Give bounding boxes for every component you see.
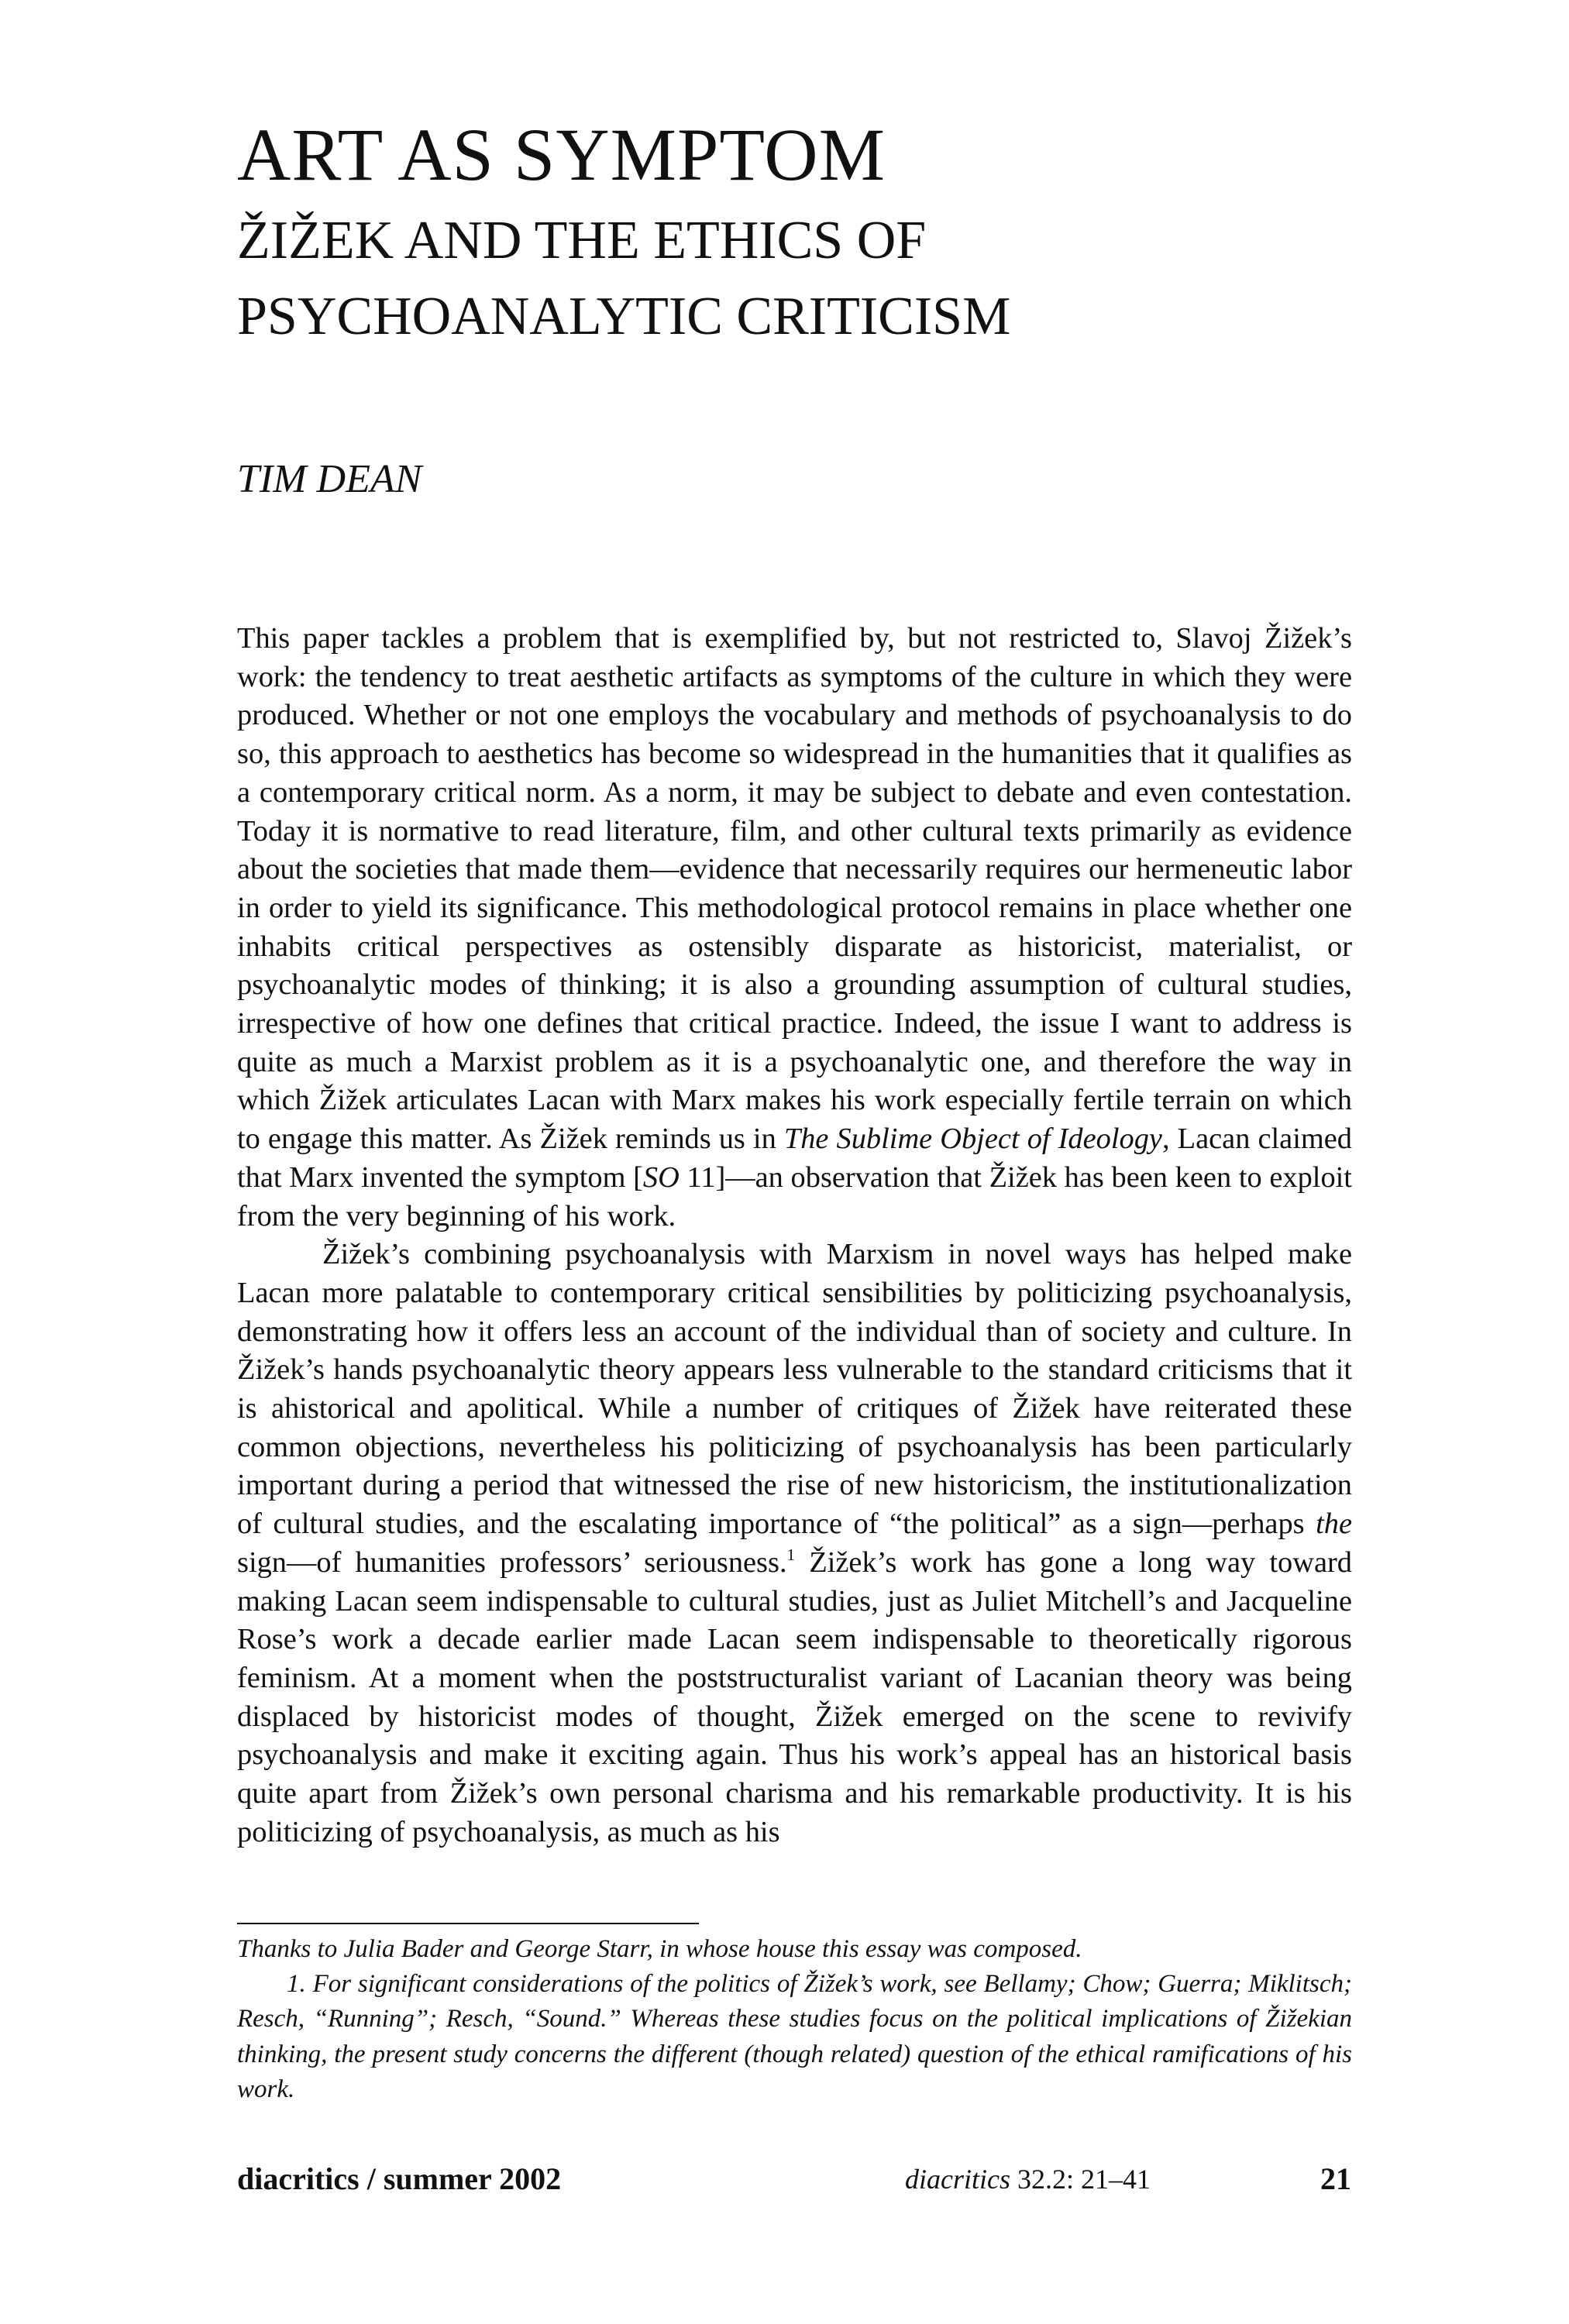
paragraph-text: 11]—an observation that Žižek has been keen to exploit from the very beginning of his work. — [237, 1160, 1352, 1232]
journal-issue: diacritics / summer 2002 — [237, 2161, 562, 2196]
citation-journal: diacritics — [905, 2164, 1010, 2195]
paragraph-text: This paper tackles a problem that is exemplified by, but not restricted to, Slavoj Žižek’s work: the tendency to treat aesthetic artifacts as symptoms of the culture in which they were produced. Whether or not one employs the vocabulary and methods of psychoanalysis to do so, this approach to aesthetics has become so widespread in the humanities that it qualifies as a contemporary critical norm. As a norm, it may be subject to debate and even contestation. Today it is normative to read literature, film, and other cultural texts primarily as evidence about the societies that made them—evidence that necessarily requires our hermeneutic labor in order to yield its significance. This methodological protocol remains in place whether one inhabits critical perspectives as ostensibly disparate as historicist, materialist, or psychoanalytic modes of thinking; it is also a grounding assumption of cultural studies, irrespective of how one defines that critical practice. Indeed, the issue I want to address is quite as much a Marxist problem as it is a psychoanalytic one, and therefore the way in which Žižek articulates Lacan with Marx makes his work especially fertile terrain on which to engage this matter. As Žižek reminds us in — [237, 622, 1352, 1156]
citation-volume: 32.2: 21–41 — [1010, 2164, 1151, 2195]
footnote-divider — [237, 1923, 699, 1924]
page-number: 21 — [1320, 2161, 1351, 2196]
footnote-reference[interactable]: 1 — [786, 1545, 796, 1565]
paragraph-text: , Lacan claimed that Marx invented the symptom [ — [237, 1122, 1352, 1194]
article-subtitle — [237, 203, 1010, 355]
article-title: ART AS SYMPTOM — [237, 113, 886, 196]
subtitle-line-2: PSYCHOANALYTIC CRITICISM — [237, 287, 1011, 346]
paragraph-text: sign—of humanities professors’ seriousness. — [237, 1545, 787, 1579]
book-title: The Sublime Object of Ideology — [783, 1122, 1162, 1156]
subtitle-line-1: ŽIŽEK AND THE ETHICS OF — [237, 211, 927, 270]
citation — [905, 2158, 1151, 2200]
article-body — [237, 620, 1352, 1852]
paragraph-text: Žižek’s work has gone a long way toward making Lacan seem indispensable to cultural studies, just as Juliet Mitchell’s and Jacqueline Rose’s work a decade earlier made Lacan seem indispensable to theoretically rigorous feminism. At a moment when the poststructuralist variant of Lacanian theory was being displaced by historicist modes of thought, Žižek emerged on the scene to revivify psychoanalysis and make it exciting again. Thus his work’s appeal has an historical basis quite apart from Žižek’s own personal charisma and his remarkable productivity. It is his politicizing of psychoanalysis, as much as his — [237, 1545, 1352, 1848]
citation-abbreviation: SO — [642, 1160, 680, 1194]
footnotes — [237, 1932, 1352, 2107]
footnote-1: 1. For significant considerations of the politics of Žižek’s work, see Bellamy; Chow; Guerra; Miklitsch; Resch, “Running”; Resch, “Sound.” Whereas these studies focus on the political implications of Žižekian thinking, the present study concerns the different (though related) question of the ethical ramifications of his work. — [237, 1970, 1352, 2103]
paragraph-text: Žižek’s combining psychoanalysis with Marxism in novel ways has helped make Lacan more palatable to contemporary critical sensibilities by politicizing psychoanalysis, demonstrating how it offers less an account of the individual than of society and culture. In Žižek’s hands psychoanalytic theory appears less vulnerable to the standard criticisms that it is ahistorical and apolitical. While a number of critiques of Žižek have reiterated these common objections, nevertheless his politicizing of psychoanalysis has been particularly important during a period that witnessed the rise of new historicism, the institutionalization of cultural studies, and the escalating importance of “the political” as a sign—perhaps — [237, 1238, 1352, 1541]
emphasis-text: the — [1316, 1508, 1352, 1541]
author-name: TIM DEAN — [237, 457, 422, 501]
body-paragraph-2 — [237, 1236, 1352, 1851]
acknowledgement-note: Thanks to Julia Bader and George Starr, in whose house this essay was composed. — [237, 1935, 1082, 1963]
body-paragraph-1 — [237, 620, 1352, 1236]
